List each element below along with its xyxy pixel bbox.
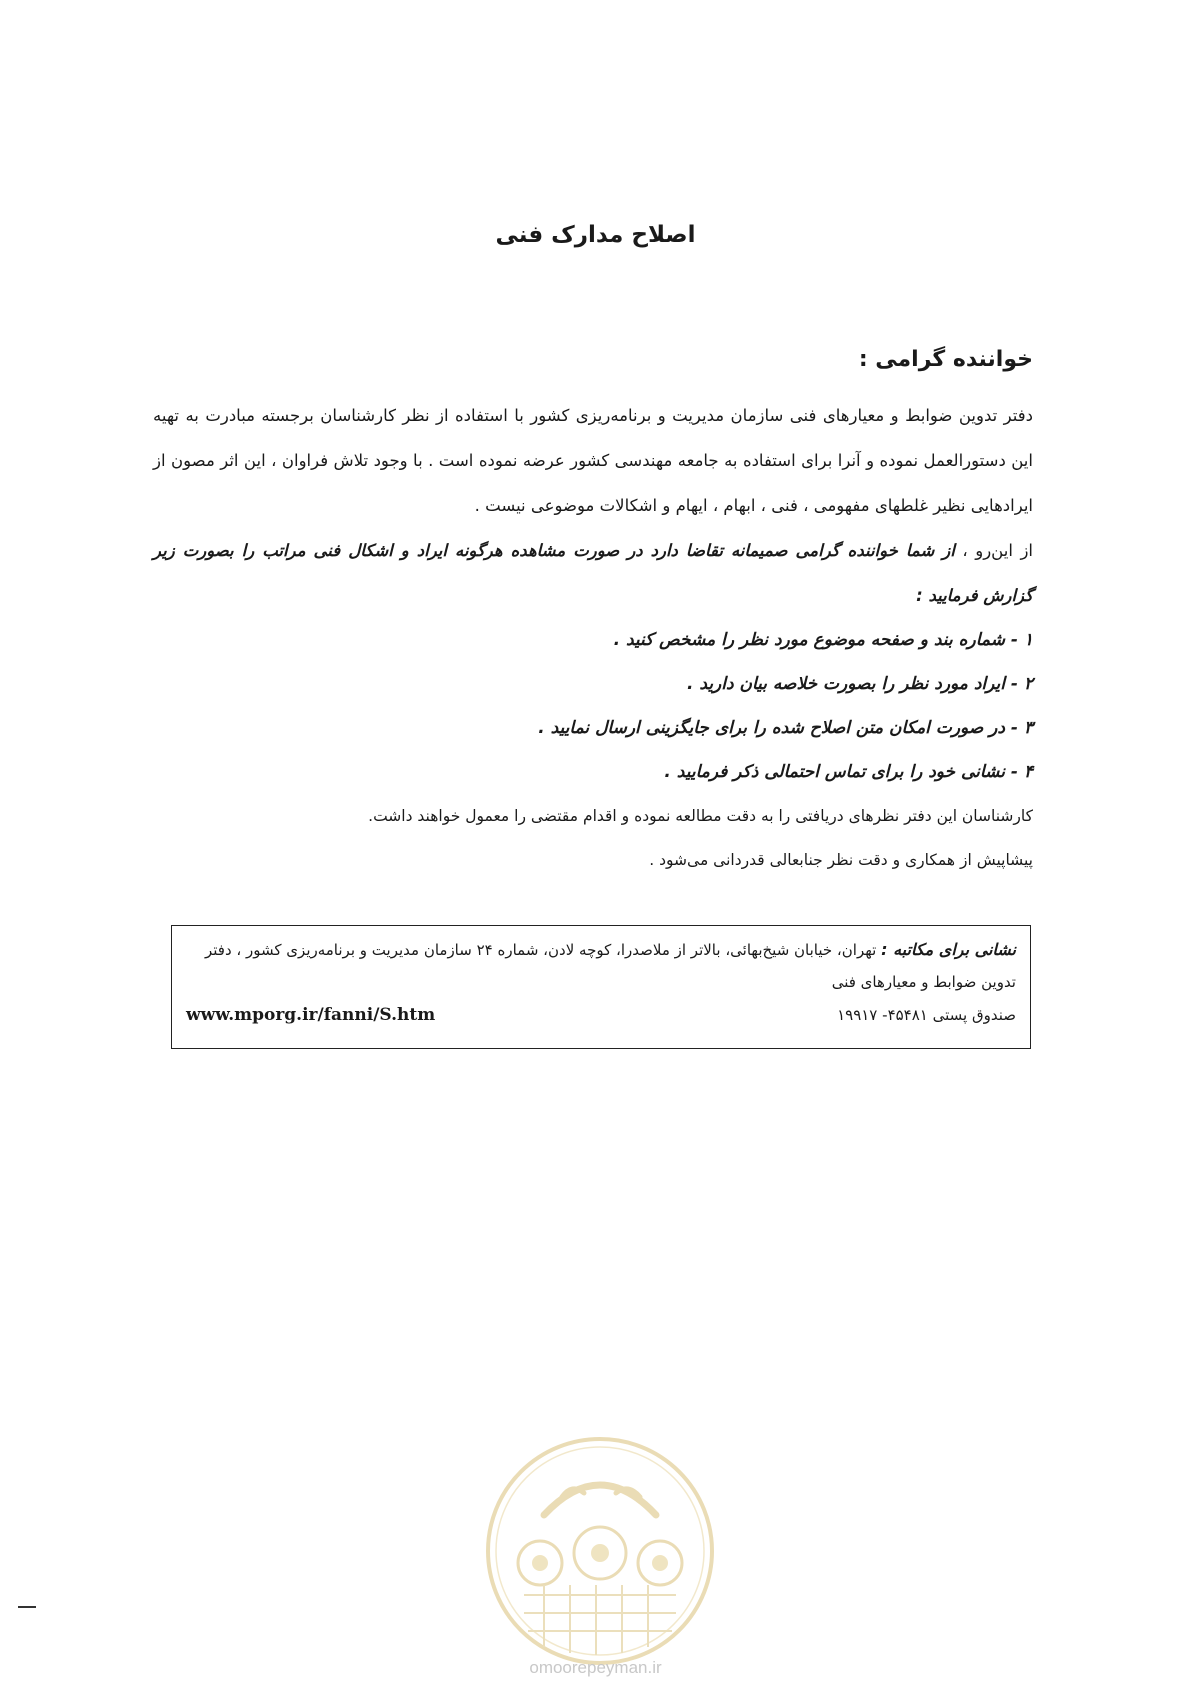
closing-line: پیشاپیش از همکاری و دقت نظر جنابعالی قدردانی می‌شود . bbox=[649, 851, 1033, 869]
address-footer bbox=[186, 998, 1016, 1032]
website-link[interactable]: www.mporg.ir/fanni/S.htm bbox=[186, 1005, 436, 1025]
request-prefix: از این‌رو ، bbox=[962, 541, 1033, 560]
address-line bbox=[186, 934, 1016, 998]
salutation: خواننده گرامی : bbox=[858, 347, 1033, 372]
po-box: صندوق پستی ۴۵۴۸۱- ۱۹۹۱۷ bbox=[837, 1006, 1016, 1024]
closing-line: کارشناسان این دفتر نظرهای دریافتی را به دقت مطالعه نموده و اقدام مقتضی را معمول خواهند داشت. bbox=[368, 807, 1033, 825]
request-emphasis: از شما خواننده گرامی صمیمانه تقاضا دارد در صورت مشاهده هرگونه ایراد و اشکال فنی مراتب را بصورت زیر گزارش فرمایید : bbox=[153, 541, 1033, 605]
watermark-url: omoorepeyman.ir bbox=[529, 1658, 662, 1677]
page-title: اصلاح مدارک فنی bbox=[495, 222, 696, 248]
list-item: ۲ - ایراد مورد نظر را بصورت خلاصه بیان دارید . bbox=[687, 674, 1033, 694]
intro-paragraph bbox=[153, 393, 1033, 618]
watermark-logo-icon bbox=[484, 1435, 716, 1667]
margin-mark bbox=[18, 1606, 36, 1608]
letter-body bbox=[153, 345, 1033, 882]
address-label: نشانی برای مکاتبه : bbox=[881, 940, 1016, 959]
list-item: ۳ - در صورت امکان متن اصلاح شده را برای جایگزینی ارسال نمایید . bbox=[538, 718, 1033, 738]
address-text: تهران، خیابان شیخ‌بهائی، بالاتر از ملاصدرا، کوچه لادن، شماره ۲۴ سازمان مدیریت و برنامه‌ریزی کشور ، دفتر تدوین ضوابط و معیارهای فنی bbox=[204, 941, 1016, 991]
list-item: ۴ - نشانی خود را برای تماس احتمالی ذکر فرمایید . bbox=[664, 762, 1033, 782]
intro-text: دفتر تدوین ضوابط و معیارهای فنی سازمان مدیریت و برنامه‌ریزی کشور با استفاده از نظر کارشناسان برجسته مبادرت به تهیه این دستورالعمل نموده و آنرا برای استفاده به جامعه مهندسی کشور عرضه نموده است . با وجود تلاش فراوان ، این اثر مصون از ایرادهایی نظیر غلطهای مفهومی ، فنی ، ابهام ، ایهام و اشکالات موضوعی نیست . bbox=[153, 406, 1033, 515]
list-item: ۱ - شماره بند و صفحه موضوع مورد نظر را مشخص کنید . bbox=[613, 630, 1033, 650]
address-box bbox=[171, 925, 1031, 1049]
